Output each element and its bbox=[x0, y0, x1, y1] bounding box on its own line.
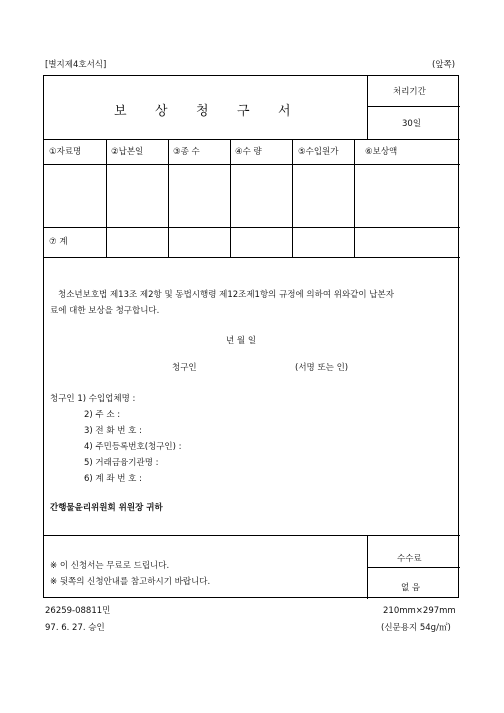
divider bbox=[367, 76, 368, 139]
page-side-label: (앞쪽) bbox=[432, 60, 456, 70]
claim-form bbox=[43, 75, 459, 598]
claimant-item-phone: 3) 전 화 번 호 : bbox=[84, 426, 142, 436]
divider bbox=[44, 535, 460, 536]
title-char: 청 bbox=[196, 104, 209, 119]
title-char: 보 bbox=[114, 104, 127, 119]
claimant-item-company: 청구인 1) 수입업체명 : bbox=[50, 394, 136, 404]
date-line: 년 월 일 bbox=[226, 336, 257, 346]
column-header-submission-date: ②납본일 bbox=[111, 147, 144, 157]
title-char: 상 bbox=[155, 104, 168, 119]
divider bbox=[292, 139, 293, 257]
total-label: ⑦ 계 bbox=[49, 237, 68, 247]
divider bbox=[367, 106, 460, 107]
divider bbox=[230, 139, 231, 257]
title-char: 서 bbox=[278, 104, 291, 119]
processing-period-label: 처리기간 bbox=[393, 87, 426, 97]
addressee: 간행물윤리위원회 위원장 귀하 bbox=[50, 503, 163, 513]
claimant-item-address: 2) 주 소 : bbox=[84, 410, 121, 420]
divider bbox=[44, 257, 460, 258]
signature-note: (서명 또는 인) bbox=[295, 363, 349, 373]
column-header-item-name: ①자료명 bbox=[49, 147, 82, 157]
claimant-item-resident-number: 4) 주민등록번호(청구인) : bbox=[84, 442, 182, 452]
claimant-item-account: 6) 계 좌 번 호 : bbox=[84, 474, 142, 484]
fee-value: 없 음 bbox=[401, 583, 421, 593]
fee-label: 수수료 bbox=[397, 554, 422, 564]
form-number: [별지제4호서식] bbox=[45, 60, 107, 70]
title-char: 구 bbox=[237, 104, 250, 119]
statement-line-2: 료에 대한 보상을 청구합니다. bbox=[50, 306, 160, 316]
note-free: ※ 이 신청서는 무료로 드립니다. bbox=[50, 561, 170, 571]
note-see-back: ※ 뒷쪽의 신청안내를 참고하시기 바랍니다. bbox=[50, 577, 211, 587]
statement-line-1: 청소년보호법 제13조 제2항 및 동법시행령 제12조제1항의 규정에 의하여 위와같이 납본자 bbox=[58, 290, 394, 300]
divider bbox=[168, 139, 169, 257]
form-code: 26259-08811민 bbox=[45, 606, 111, 616]
divider bbox=[106, 139, 107, 257]
divider bbox=[354, 139, 355, 257]
claimant-item-bank: 5) 거래금융기관명 : bbox=[84, 458, 159, 468]
approval-date: 97. 6. 27. 승인 bbox=[45, 623, 105, 633]
paper-type: (신문용지 54g/㎡) bbox=[381, 623, 451, 633]
column-header-import-cost: ⑤수입원가 bbox=[298, 147, 339, 157]
processing-period-value: 30일 bbox=[402, 119, 422, 129]
paper-size: 210mm×297mm bbox=[383, 606, 456, 616]
column-header-kinds: ③종 수 bbox=[173, 147, 200, 157]
column-header-quantity: ④수 량 bbox=[235, 147, 262, 157]
claimant-label: 청구인 bbox=[172, 363, 197, 373]
divider bbox=[367, 535, 368, 599]
divider bbox=[367, 567, 460, 568]
column-header-compensation: ⑥보상액 bbox=[365, 147, 398, 157]
